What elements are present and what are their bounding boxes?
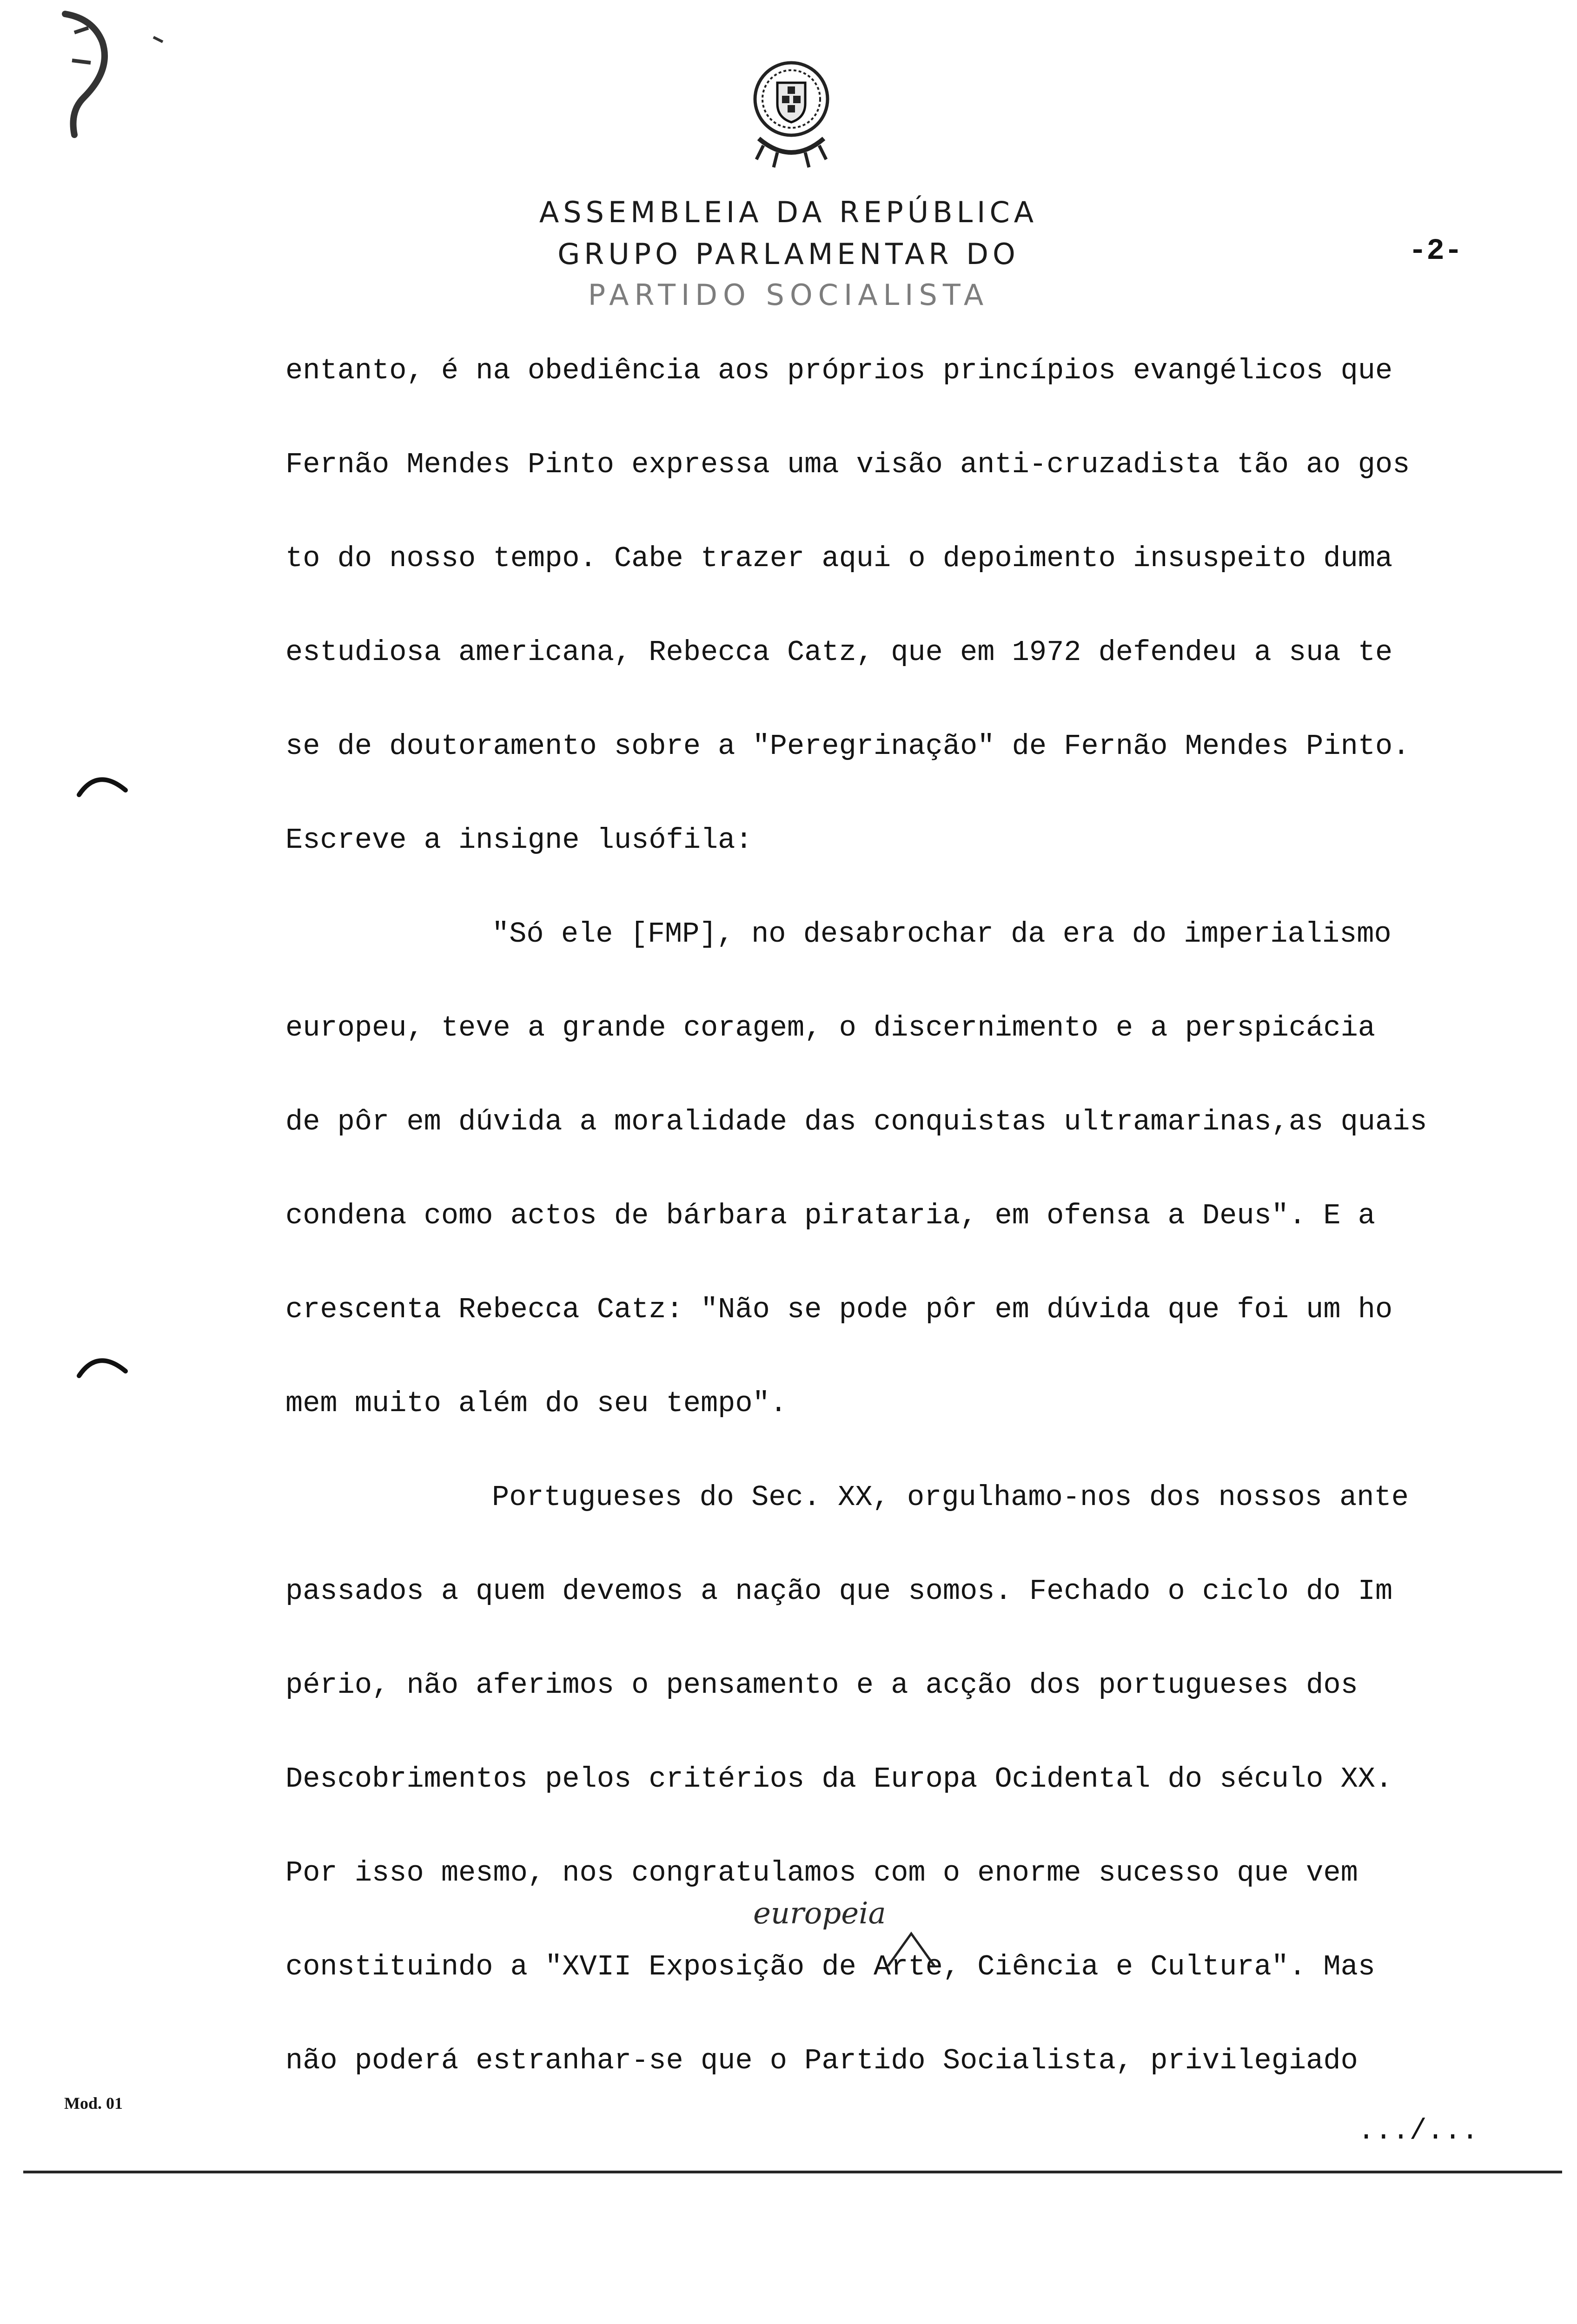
text-line: Descobrimentos pelos critérios da Europa Ocidental do século XX. bbox=[285, 1763, 1393, 1796]
page-number: -2- bbox=[1409, 235, 1463, 268]
margin-arc-mark bbox=[74, 762, 130, 799]
quote-line: europeu, teve a grande coragem, o discernimento e a perspicácia bbox=[285, 1011, 1375, 1044]
coat-of-arms-emblem bbox=[749, 55, 833, 176]
text-line: estudiosa americana, Rebecca Catz, que em 1972 defendeu a sua te bbox=[285, 636, 1393, 669]
quote-line: condena como actos de bárbara pirataria, em ofensa a Deus". E a bbox=[285, 1199, 1375, 1232]
form-code: Mod. 01 bbox=[64, 2094, 123, 2113]
handwritten-insert: europeia bbox=[753, 1896, 886, 1931]
margin-arc-mark bbox=[74, 1343, 130, 1380]
insert-caret-mark bbox=[883, 1929, 939, 1971]
text-line: crescenta Rebecca Catz: "Não se pode pôr em dúvida que foi um ho bbox=[285, 1293, 1393, 1326]
letterhead-institution: ASSEMBLEIA DA REPÚBLICA bbox=[539, 195, 1038, 229]
quote-line: de pôr em dúvida a moralidade das conquistas ultramarinas,as quais bbox=[285, 1105, 1427, 1138]
text-line: se de doutoramento sobre a "Peregrinação" de Fernão Mendes Pinto. bbox=[285, 730, 1410, 763]
text-line: constituindo a "XVII Exposição de Arte, Ciência e Cultura". Mas bbox=[285, 1950, 1375, 1983]
text-line: Escreve a insigne lusófila: bbox=[285, 824, 753, 857]
quote-line: "Só ele [FMP], no desabrochar da era do imperialismo bbox=[492, 918, 1391, 951]
letterhead-party-stamp: PARTIDO SOCIALISTA bbox=[588, 278, 989, 312]
corner-ink-mark bbox=[46, 5, 167, 144]
text-line: entanto, é na obediência aos próprios princípios evangélicos que bbox=[285, 354, 1393, 387]
text-line: mem muito além do seu tempo". bbox=[285, 1387, 787, 1420]
letterhead-group: GRUPO PARLAMENTAR DO bbox=[557, 237, 1020, 271]
text-line: Portugueses do Sec. XX, orgulhamo-nos dos nossos ante bbox=[492, 1481, 1409, 1514]
text-line: Por isso mesmo, nos congratulamos com o enorme sucesso que vem bbox=[285, 1856, 1358, 1889]
page-bottom-rule bbox=[23, 2171, 1562, 2173]
text-line: to do nosso tempo. Cabe trazer aqui o depoimento insuspeito duma bbox=[285, 542, 1393, 575]
continuation-marker: .../... bbox=[1358, 2114, 1479, 2147]
text-line: pério, não aferimos o pensamento e a acção dos portugueses dos bbox=[285, 1669, 1358, 1702]
text-line: Fernão Mendes Pinto expressa uma visão anti-cruzadista tão ao gos bbox=[285, 448, 1410, 481]
text-line: não poderá estranhar-se que o Partido Socialista, privilegiado bbox=[285, 2044, 1358, 2077]
text-line: passados a quem devemos a nação que somos. Fechado o ciclo do Im bbox=[285, 1575, 1393, 1608]
